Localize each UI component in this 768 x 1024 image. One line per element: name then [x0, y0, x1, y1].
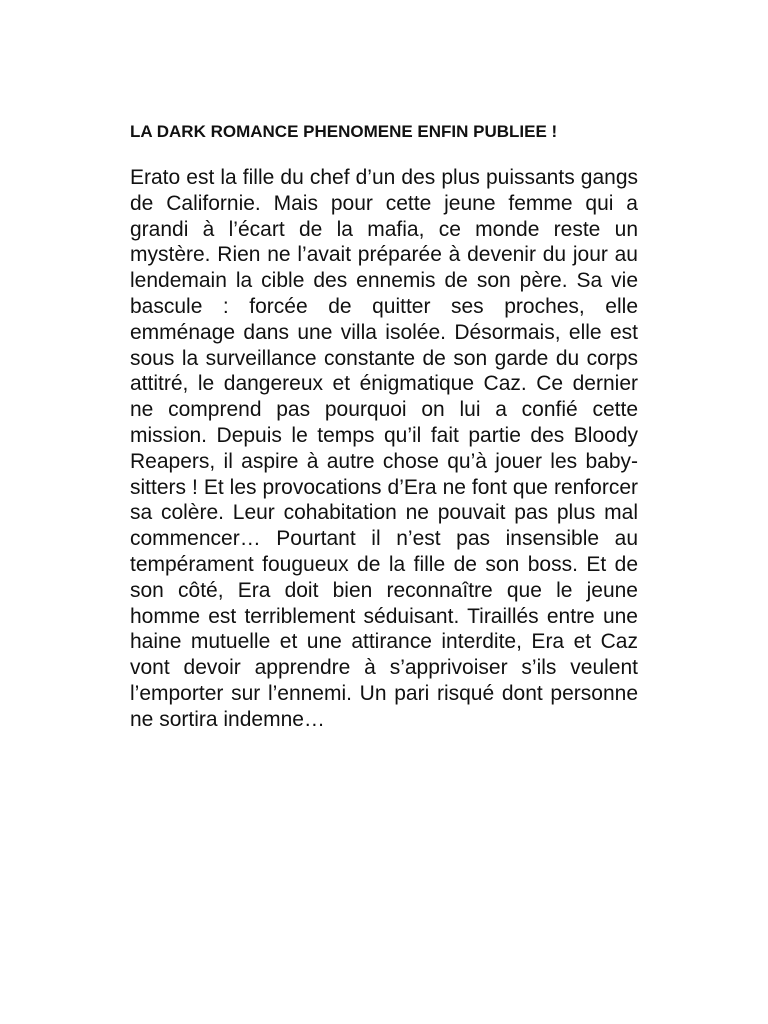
document-body-paragraph: Erato est la fille du chef d’un des plus puissants gangs de Californie. Mais pour cette jeune femme qui a grandi à l’écart de la mafia, ce monde reste un mystère. Rien ne l’avait préparée à devenir du jour au lendemain la cible des ennemis de son père. Sa vie bascule : forcée de quitter ses proches, elle emménage dans une villa isolée. Désormais, elle est sous la surveillance constante de son garde du corps attitré, le dangereux et énigmatique Caz. Ce dernier ne comprend pas pourquoi on lui a confié cette mission. Depuis le temps qu’il fait partie des Bloody Reapers, il aspire à autre chose qu’à jouer les baby-sitters ! Et les provocations d’Era ne font que renforcer sa colère. Leur cohabitation ne pouvait pas plus mal commencer… Pourtant il n’est pas insensible au tempérament fougueux de la fille de son boss. Et de son côté, Era doit bien reconnaître que le jeune homme est terriblement séduisant. Tiraillés entre une haine mutuelle et une attirance interdite, Era et Caz vont devoir apprendre à s’apprivoiser s’ils veulent l’emporter sur l’ennemi. Un pari risqué dont personne ne sortira indemne…	[130, 166, 638, 731]
document-title: LA DARK ROMANCE PHENOMENE ENFIN PUBLIEE !	[130, 122, 558, 141]
